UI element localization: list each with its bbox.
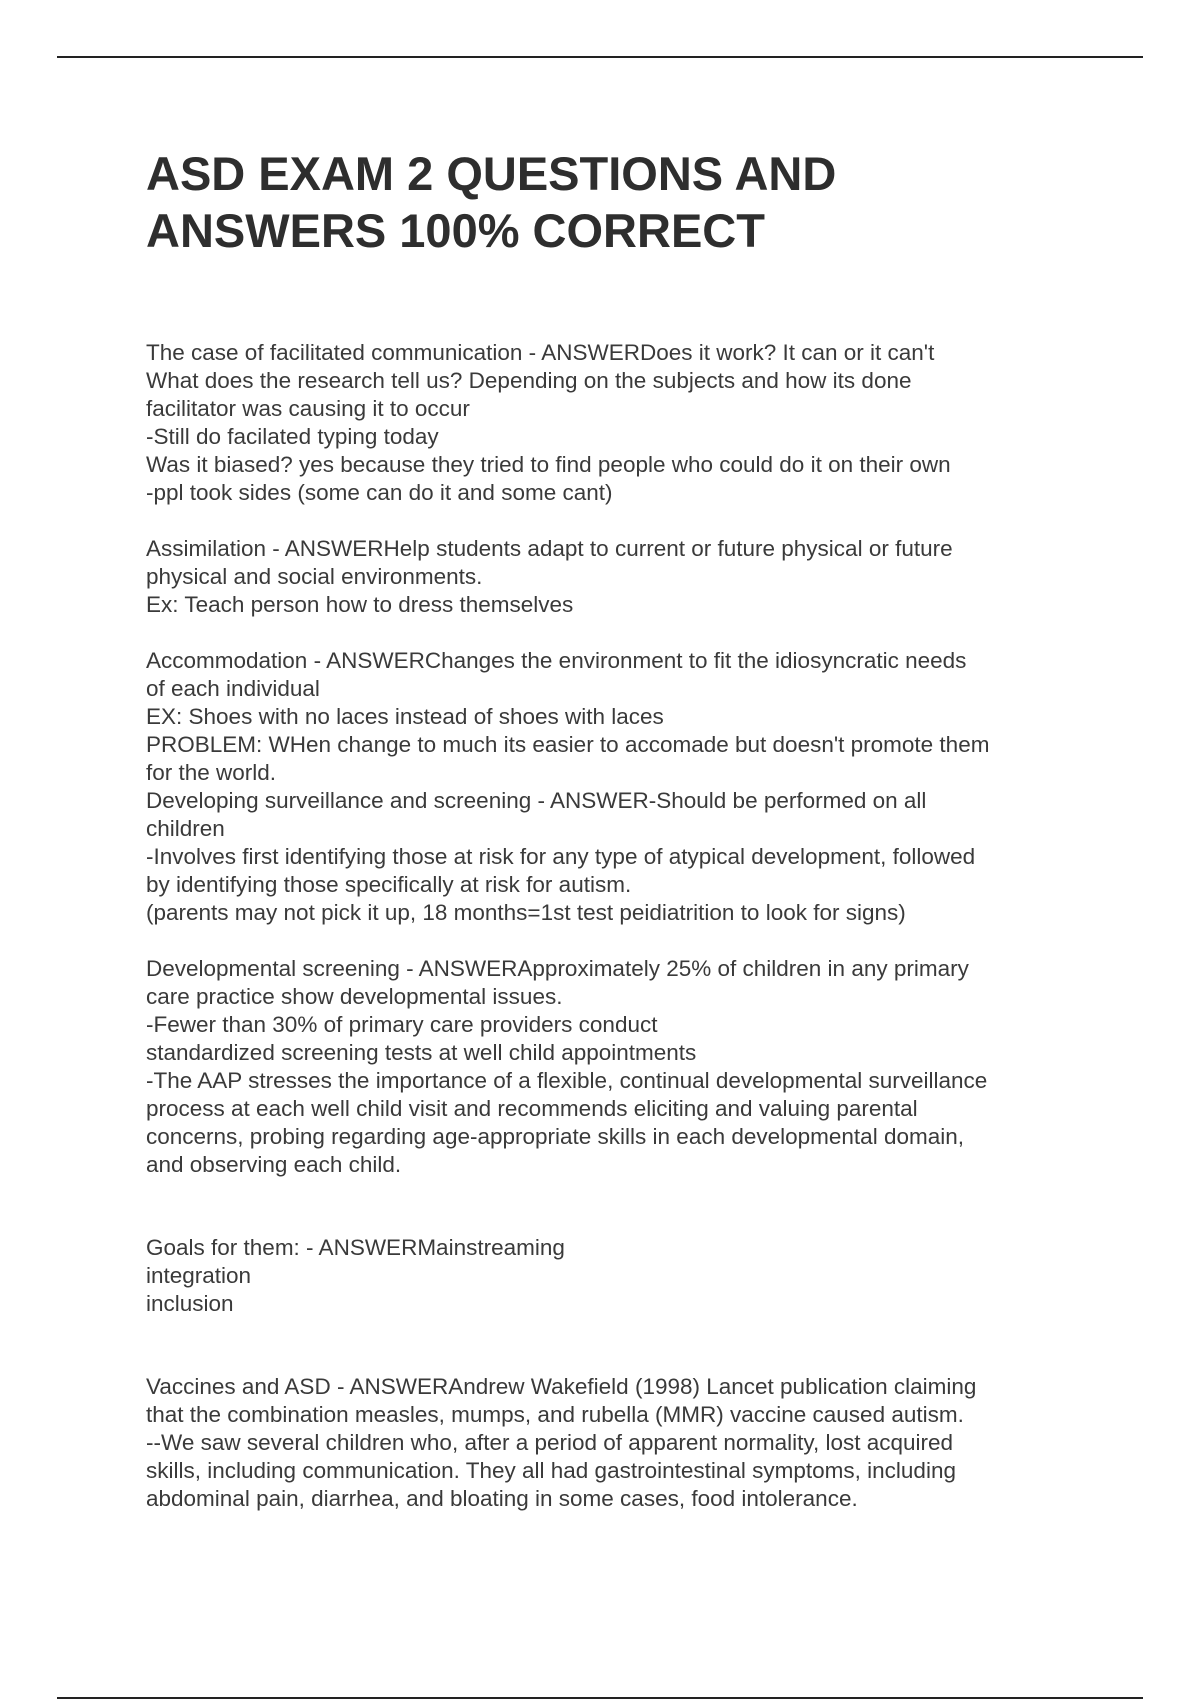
entry-line: physical and social environments. <box>146 564 483 589</box>
entry-line: Developmental screening - ANSWERApproximately 25% of children in any primary <box>146 956 969 981</box>
entry-line: -The AAP stresses the importance of a flexible, continual developmental surveillance <box>146 1068 988 1093</box>
entry-line: Vaccines and ASD - ANSWERAndrew Wakefield (1998) Lancet publication claiming <box>146 1374 977 1399</box>
bottom-divider <box>57 1697 1143 1699</box>
entry-line: of each individual <box>146 676 320 701</box>
entry-line: What does the research tell us? Depending on the subjects and how its done <box>146 368 912 393</box>
entry-line: children <box>146 816 225 841</box>
entry-line: by identifying those specifically at risk for autism. <box>146 872 632 897</box>
entry-line: integration <box>146 1263 252 1288</box>
entry-line: --We saw several children who, after a period of apparent normality, lost acquired <box>146 1430 954 1455</box>
entry-line: (parents may not pick it up, 18 months=1st test peidiatrition to look for signs) <box>146 900 906 925</box>
entry-line: standardized screening tests at well child appointments <box>146 1040 697 1065</box>
entry-line: -Fewer than 30% of primary care providers conduct <box>146 1012 658 1037</box>
entry-line: that the combination measles, mumps, and rubella (MMR) vaccine caused autism. <box>146 1402 964 1427</box>
title-line: ANSWERS 100% CORRECT <box>146 204 765 257</box>
entry-line: skills, including communication. They all had gastrointestinal symptoms, including <box>146 1458 956 1483</box>
qa-entry-accommodation <box>146 647 1086 787</box>
entry-line: -Involves first identifying those at risk for any type of atypical development, followed <box>146 844 976 869</box>
entry-line: concerns, probing regarding age-appropriate skills in each developmental domain, <box>146 1124 964 1149</box>
entry-line: and observing each child. <box>146 1152 402 1177</box>
entry-line: Accommodation - ANSWERChanges the environment to fit the idiosyncratic needs <box>146 648 967 673</box>
entry-line: abdominal pain, diarrhea, and bloating in some cases, food intolerance. <box>146 1486 858 1511</box>
entry-line: EX: Shoes with no laces instead of shoes with laces <box>146 704 664 729</box>
entry-line: The case of facilitated communication - ANSWERDoes it work? It can or it can't <box>146 340 935 365</box>
title-line: ASD EXAM 2 QUESTIONS AND <box>146 147 837 200</box>
page-title <box>146 145 1046 259</box>
qa-entry-facilitated-communication <box>146 339 1086 507</box>
entry-line: PROBLEM: WHen change to much its easier to accomade but doesn't promote them <box>146 732 990 757</box>
entry-line: inclusion <box>146 1291 234 1316</box>
entry-line: facilitator was causing it to occur <box>146 396 470 421</box>
entry-line: Developing surveillance and screening - ANSWER-Should be performed on all <box>146 788 927 813</box>
entry-line: Assimilation - ANSWERHelp students adapt to current or future physical or future <box>146 536 953 561</box>
entry-line: Was it biased? yes because they tried to find people who could do it on their own <box>146 452 951 477</box>
qa-entry-goals <box>146 1234 1086 1318</box>
entry-line: -ppl took sides (some can do it and some cant) <box>146 480 613 505</box>
qa-entry-vaccines <box>146 1373 1086 1513</box>
entry-line: -Still do facilated typing today <box>146 424 439 449</box>
top-divider <box>57 56 1143 58</box>
entry-line: care practice show developmental issues. <box>146 984 563 1009</box>
qa-entry-assimilation <box>146 535 1086 619</box>
entry-line: for the world. <box>146 760 277 785</box>
qa-entry-surveillance <box>146 787 1086 927</box>
qa-entry-developmental-screening <box>146 955 1086 1179</box>
entry-line: Goals for them: - ANSWERMainstreaming <box>146 1235 565 1260</box>
entry-line: Ex: Teach person how to dress themselves <box>146 592 574 617</box>
entry-line: process at each well child visit and recommends eliciting and valuing parental <box>146 1096 918 1121</box>
qa-content <box>146 339 1086 1513</box>
